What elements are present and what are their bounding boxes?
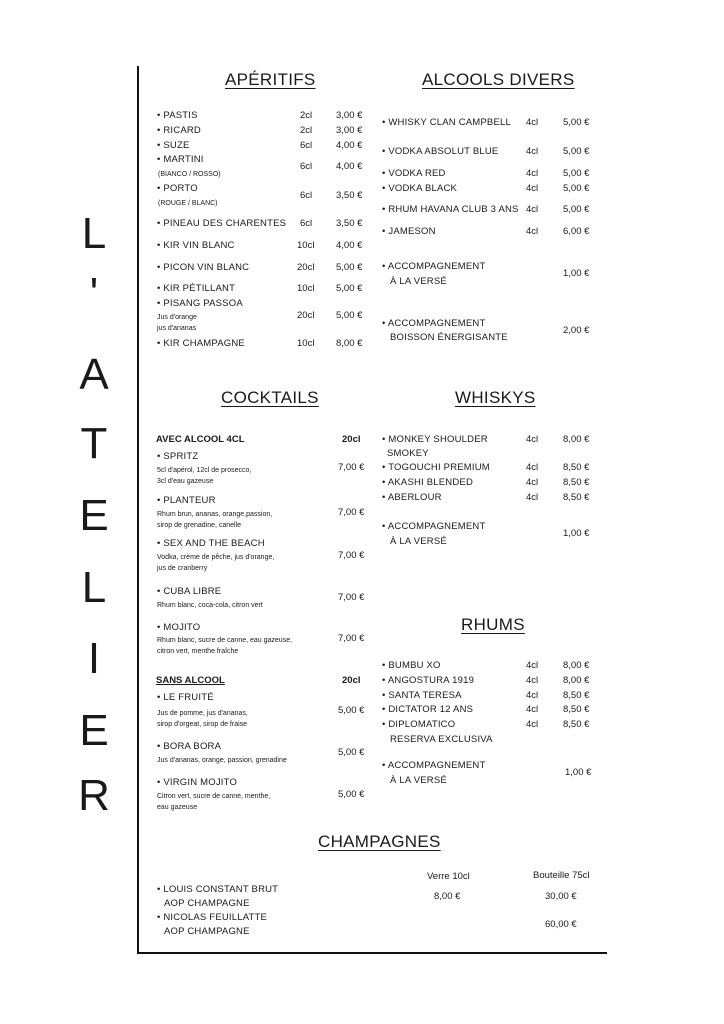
menu-item-price: 8,50 € [563,477,590,488]
menu-item-qty: 4cl [526,226,539,237]
menu-item-price: 3,00 € [336,125,363,136]
vertical-divider [137,66,139,954]
menu-item-price: 3,00 € [336,110,363,121]
menu-item-qty: 6cl [300,140,313,151]
menu-item-qty: 4cl [526,462,539,473]
menu-item-price: 8,00 € [336,338,363,349]
menu-item-price-bouteille: 60,00 € [545,919,577,930]
menu-item-name: • KIR VIN BLANC [157,240,235,251]
menu-item-price-bouteille: 30,00 € [545,891,577,902]
menu-item-name: • ACCOMPAGNEMENT [382,318,486,329]
menu-item-price: 1,00 € [563,268,590,279]
menu-item-price-verre: 8,00 € [434,891,461,902]
menu-item-description: (ROUGE / BLANC) [158,200,218,207]
menu-item-name: • PLANTEUR [157,495,216,506]
menu-item-name: • SEX AND THE BEACH [157,538,265,549]
brand-letter: A [79,350,109,399]
menu-item-name-line2: BOISSON ÉNERGISANTE [390,332,508,343]
brand-letter: T [80,419,108,468]
menu-item-description: Citron vert, sucre de canne, menthe, [157,793,271,800]
subsection-header: SANS ALCOOL [156,675,225,686]
menu-item-price: 8,00 € [563,675,590,686]
menu-item-qty: 4cl [526,719,539,730]
menu-item-qty: 2cl [300,110,313,121]
brand-letter: E [79,491,109,540]
menu-item-qty: 4cl [526,492,539,503]
menu-item-name-line2: SMOKEY [387,448,429,459]
menu-item-name: • ACCOMPAGNEMENT [382,521,486,532]
menu-item-price: 7,00 € [338,507,365,518]
menu-item-description: Rhum brun, ananas, orange,passion, [157,511,273,518]
menu-item-name: • RHUM HAVANA CLUB 3 ANS [382,204,519,215]
menu-item-name: • MOJITO [157,622,201,633]
menu-item-price: 8,50 € [563,492,590,503]
menu-item-price: 6,00 € [563,226,590,237]
column-header-verre: Verre 10cl [427,871,470,882]
brand-letter: L [81,209,107,258]
brand-letter: I [87,634,101,683]
menu-item-price: 7,00 € [338,550,365,561]
section-title: RHUMS [461,615,525,634]
menu-item-name-line2: À LA VERSÉ [390,775,447,786]
menu-item-description: citron vert, menthe fraîche [157,648,239,655]
menu-item-description: jus de cranberry [157,565,208,572]
menu-item-qty: 20cl [297,262,315,273]
menu-item-price: 4,00 € [336,161,363,172]
menu-item-name: • PORTO [157,183,198,194]
menu-item-name: • DIPLOMATICO [382,719,456,730]
section-title: WHISKYS [455,388,536,407]
menu-item-name: • PINEAU DES CHARENTES [157,218,287,229]
menu-item-qty: 10cl [297,283,315,294]
menu-item-description: Rhum blanc, sucre de canne, eau gazeuse, [157,637,293,644]
menu-item-qty: 4cl [526,477,539,488]
menu-item-price: 8,50 € [563,704,590,715]
menu-item-qty: 20cl [297,310,315,321]
menu-item-name: • DICTATOR 12 ANS [382,704,474,715]
menu-item-name-line2: AOP CHAMPAGNE [164,926,250,937]
menu-item-description: sirop de grenadine, canelle [157,522,242,529]
menu-item-name: • PASTIS [157,110,198,121]
menu-item-price: 1,00 € [563,528,590,539]
menu-item-qty: 10cl [297,338,315,349]
subsection-qty: 20cl [342,434,361,445]
menu-item-qty: 4cl [526,204,539,215]
menu-item-name: • VIRGIN MOJITO [157,777,238,788]
menu-item-price: 5,00 € [563,204,590,215]
menu-item-qty: 4cl [526,183,539,194]
menu-item-qty: 4cl [526,168,539,179]
menu-item-name: • TOGOUCHI PREMIUM [382,462,490,473]
section-title: COCKTAILS [221,388,319,407]
menu-item-name: • VODKA ABSOLUT BLUE [382,146,499,157]
menu-item-name: • WHISKY CLAN CAMPBELL [382,117,511,128]
menu-item-description: Rhum blanc, coca-cola, citron vert [157,602,263,609]
menu-item-price: 1,00 € [565,767,592,778]
menu-item-price: 5,00 € [338,705,365,716]
menu-item-price: 7,00 € [338,592,365,603]
menu-item-name-line2: AOP CHAMPAGNE [164,898,250,909]
menu-item-name: • PISANG PASSOA [157,298,243,309]
menu-item-name: • LOUIS CONSTANT BRUT [157,884,279,895]
menu-item-name: • BUMBU XO [382,660,441,671]
section-title: CHAMPAGNES [318,832,441,851]
menu-item-name: • LE FRUITÉ [157,692,214,703]
menu-item-price: 5,00 € [338,747,365,758]
menu-item-qty: 6cl [300,161,313,172]
menu-item-description: 3cl d'eau gazeuse [157,478,214,485]
menu-item-description: (BIANCO / ROSSO) [158,171,221,178]
menu-item-name: • SANTA TERESA [382,690,462,701]
brand-letter: ' [89,269,99,318]
menu-item-price: 5,00 € [336,262,363,273]
menu-item-description: eau gazeuse [157,804,198,811]
menu-item-description: sirop d'orgeat, sirop de fraise [157,721,248,728]
menu-item-name: • KIR PÉTILLANT [157,283,236,294]
section-title: APÉRITIFS [225,70,316,89]
menu-item-description: 5cl d'apérol, 12cl de prosecco, [157,467,252,474]
menu-item-qty: 4cl [526,146,539,157]
section-title: ALCOOLS DIVERS [422,70,575,89]
menu-item-name: • KIR CHAMPAGNE [157,338,245,349]
menu-item-price: 5,00 € [336,310,363,321]
menu-item-qty: 4cl [526,690,539,701]
menu-item-price: 4,00 € [336,140,363,151]
menu-item-name: • PICON VIN BLANC [157,262,250,273]
brand-letter: E [79,706,109,755]
menu-item-description: Vodka, crème de pêche, jus d'orange, [157,554,275,561]
menu-item-price: 3,50 € [336,190,363,201]
menu-item-qty: 10cl [297,240,315,251]
menu-item-price: 2,00 € [563,325,590,336]
menu-item-price: 5,00 € [336,283,363,294]
menu-item-description: jus d'ananas [157,325,197,332]
menu-item-name: • JAMESON [382,226,436,237]
menu-item-price: 5,00 € [563,168,590,179]
menu-item-qty: 4cl [526,704,539,715]
menu-item-name: • ABERLOUR [382,492,442,503]
menu-item-name-line2: RESERVA EXCLUSIVA [390,734,493,745]
menu-item-price: 7,00 € [338,633,365,644]
menu-item-name: • ACCOMPAGNEMENT [382,261,486,272]
menu-item-qty: 4cl [526,675,539,686]
menu-item-price: 4,00 € [336,240,363,251]
menu-item-description: Jus de pomme, jus d'ananas, [157,710,248,717]
menu-item-price: 5,00 € [563,146,590,157]
menu-item-qty: 4cl [526,434,539,445]
menu-item-qty: 2cl [300,125,313,136]
menu-item-name: • VODKA RED [382,168,446,179]
menu-item-description: Jus d'ananas, orange, passion, grenadine [157,757,287,764]
menu-item-name: • BORA BORA [157,741,222,752]
menu-item-price: 8,50 € [563,719,590,730]
menu-item-price: 5,00 € [338,789,365,800]
brand-letter: L [81,563,107,612]
column-header-bouteille: Bouteille 75cl [533,870,590,881]
brand-letter: R [78,771,110,820]
menu-item-qty: 6cl [300,218,313,229]
menu-item-name: • NICOLAS FEUILLATTE [157,912,268,923]
menu-item-price: 5,00 € [563,183,590,194]
menu-item-name: • MONKEY SHOULDER [382,434,488,445]
menu-item-price: 8,50 € [563,462,590,473]
menu-item-qty: 4cl [526,660,539,671]
menu-item-price: 3,50 € [336,218,363,229]
menu-item-name-line2: À LA VERSÉ [390,276,447,287]
menu-item-name: • SPRITZ [157,451,199,462]
menu-item-name: • RICARD [157,125,201,136]
menu-item-name: • ACCOMPAGNEMENT [382,760,486,771]
menu-item-name: • MARTINI [157,154,204,165]
menu-item-name: • ANGOSTURA 1919 [382,675,475,686]
menu-item-price: 8,00 € [563,434,590,445]
subsection-header: AVEC ALCOOL 4CL [156,434,245,445]
menu-item-price: 8,50 € [563,690,590,701]
bottom-divider [137,952,607,954]
menu-item-qty: 4cl [526,117,539,128]
menu-item-name: • AKASHI BLENDED [382,477,474,488]
menu-item-name: • VODKA BLACK [382,183,458,194]
menu-item-name: • CUBA LIBRE [157,586,222,597]
menu-item-price: 5,00 € [563,117,590,128]
menu-item-qty: 6cl [300,190,313,201]
menu-item-price: 7,00 € [338,462,365,473]
menu-item-name-line2: À LA VERSÉ [390,536,447,547]
menu-item-name: • SUZE [157,140,190,151]
menu-item-description: Jus d'orange [157,314,197,321]
menu-item-price: 8,00 € [563,660,590,671]
subsection-qty: 20cl [342,675,361,686]
